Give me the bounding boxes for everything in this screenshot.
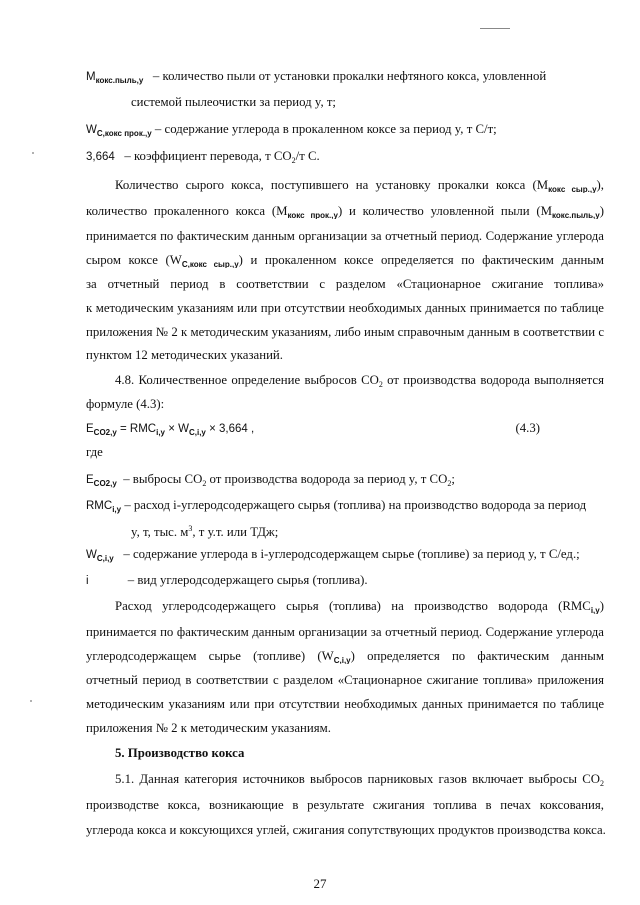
paragraph-line: Количество сырого кокса, поступившего на установку прокалки кокса $(M_{кокс сыр.,у})$,	[115, 178, 604, 193]
formula-4-3: $E_{CO2,y} = RMC_{i,y} \times W_{C,i,y} \times 3,664$ , (4.3)	[86, 421, 540, 437]
symbol: M	[86, 71, 96, 83]
paragraph-line: углеродсодержащем сырье (топливе) $(W_{C,i,y})$ определяется по фактическим данным	[86, 649, 604, 664]
paragraph-line: 5.1. Данная категория источников выбросов парниковых газов включает выбросы $СО_2$	[115, 772, 604, 787]
paragraph-line: количество прокаленного кокса $(M_{кокс прок.,у})$ и количество уловленной пыли $(M_{кокс.пыль,у})$	[86, 204, 604, 219]
paragraph-line: приложения № 2 к методическим указаниям.	[86, 721, 331, 735]
definition-continuation: y, т, тыс. $м^3$, т у.т. или ТДж;	[131, 524, 279, 539]
definition-line: i – вид углеродсодержащего сырья (топлива).	[86, 573, 368, 587]
paragraph-line: Расход углеродсодержащего сырья (топлива) на производство водорода $(RMC_{i,y})$	[115, 599, 604, 614]
definition-line: $M_{кокс.пыль,у}$ – количество пыли от установки прокалки нефтяного кокса, уловленной	[86, 69, 547, 85]
paragraph-line: принимается по фактическим данным организации за отчетный период. Содержание углерода	[86, 625, 604, 639]
scan-speck	[32, 152, 34, 154]
paragraph-line: пунктом 12 методических указаний.	[86, 348, 283, 362]
definition-line: $RMC_{i,y}$ – расход i-углеродсодержащего сырья (топлива) на производство водорода за период	[86, 498, 587, 514]
definition-line: $W_{C,i,y}$ – содержание углерода в i-углеродсодержащем сырье (топливе) за период y, т С/ед.;	[86, 547, 580, 563]
definition-line: $E_{CO2,y}$ – выбросы $СО_2$ от производства водорода за период y, т $СО_2$;	[86, 472, 455, 488]
paragraph-line: методическим указаниям или при отсутствии необходимых данных принимается по таблице	[86, 697, 604, 711]
definition-continuation: системой пылеочистки за период y, т;	[131, 95, 336, 109]
where-label: где	[86, 445, 103, 459]
paragraph-line: к методическим указаниям или при отсутствии необходимых данных принимается по таблице	[86, 301, 604, 315]
top-rule	[480, 28, 510, 29]
page-number: 27	[313, 876, 327, 891]
paragraph-line: формуле (4.3):	[86, 397, 165, 411]
paragraph-line: сыром коксе $(W_{C,кокс сыр.,у})$ и прокаленном коксе определяется по фактическим данным	[86, 253, 604, 268]
paragraph-line: принимается по фактическим данным организации за отчетный период. Содержание углерода	[86, 229, 604, 243]
paragraph-line: приложения № 2 к методическим указаниям, либо иным справочным данным в соответствии с	[86, 325, 604, 339]
definition-line: $W_{C,кокс прок.,у}$ – содержание углерода в прокаленном коксе за период y, т С/т;	[86, 122, 497, 138]
definition-line: 3,664 – коэффициент перевода, т $СО_2/т$ С.	[86, 149, 320, 165]
paragraph-line: 4.8. Количественное определение выбросов $СО_2$ от производства водорода выполняется	[115, 373, 604, 388]
paragraph-line: за отчетный период в соответствии с разделом «Стационарное сжигание топлива»	[86, 277, 604, 291]
scan-speck	[30, 700, 32, 702]
formula-number: (4.3)	[515, 421, 540, 435]
section-heading: 5. Производство кокса	[115, 746, 245, 760]
paragraph-line: производстве кокса, возникающие в результате сжигания топлива в печах коксования,	[86, 798, 604, 812]
paragraph-line: углерода кокса и коксующихся углей, сжигания сопутствующих продуктов производства кокса.	[86, 823, 606, 837]
paragraph-line: отчетный период в соответствии с разделом «Стационарное сжигание топлива» приложения	[86, 673, 604, 687]
